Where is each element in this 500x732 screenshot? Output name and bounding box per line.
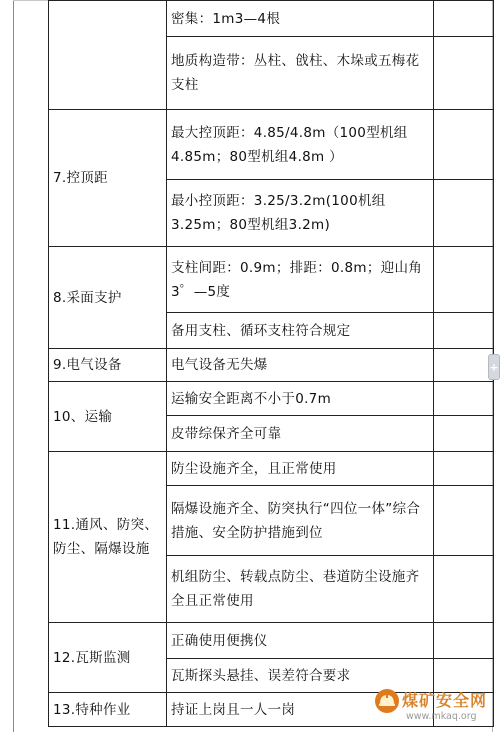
site-watermark	[372, 686, 494, 730]
item-cell: 密集：1m3—4根	[167, 1, 434, 37]
table-row	[49, 452, 494, 486]
category-cell: 9.电气设备	[49, 349, 167, 382]
table-row	[49, 349, 494, 382]
item-cell: 正确使用便携仪	[167, 623, 434, 659]
helmet-logo-icon	[374, 688, 400, 714]
score-cell	[434, 247, 494, 313]
plus-icon: +	[489, 360, 499, 374]
score-cell	[434, 556, 494, 623]
item-cell: 运输安全距离不小于0.7m	[167, 382, 434, 416]
category-cell: 13.特种作业	[49, 693, 167, 727]
table-row	[49, 623, 494, 659]
table-row	[49, 110, 494, 180]
category-cell: 10、运输	[49, 382, 167, 452]
item-cell: 电气设备无失爆	[167, 349, 434, 382]
item-cell: 最大控顶距：4.85/4.8m（100型机组4.85m；80型机组4.8m ）	[167, 110, 434, 180]
side-expand-tab[interactable]	[488, 354, 500, 380]
score-cell	[434, 623, 494, 659]
score-cell	[434, 1, 494, 37]
table-row	[49, 1, 494, 37]
category-cell: 8.采面支护	[49, 247, 167, 349]
watermark-url: www.mkaq.org	[406, 711, 477, 722]
score-cell	[434, 110, 494, 180]
item-cell: 瓦斯探头悬挂、误差符合要求	[167, 659, 434, 693]
score-cell	[434, 180, 494, 247]
page-frame-left-border	[13, 0, 14, 732]
score-cell	[434, 486, 494, 556]
category-cell: 12.瓦斯监测	[49, 623, 167, 693]
score-cell	[434, 349, 494, 382]
score-cell	[434, 416, 494, 452]
item-cell: 地质构造带：丛柱、戗柱、木垛或五梅花支柱	[167, 37, 434, 110]
table-row	[49, 247, 494, 313]
item-cell: 持证上岗且一人一岗	[167, 693, 434, 727]
item-cell: 防尘设施齐全，且正常使用	[167, 452, 434, 486]
table-row	[49, 382, 494, 416]
score-cell	[434, 37, 494, 110]
category-cell	[49, 1, 167, 110]
item-cell: 皮带综保齐全可靠	[167, 416, 434, 452]
watermark-title: 煤矿安全网	[402, 691, 488, 710]
score-cell	[434, 382, 494, 416]
category-cell: 7.控顶距	[49, 110, 167, 247]
item-cell: 隔爆设施齐全、防突执行“四位一体”综合措施、安全防护措施到位	[167, 486, 434, 556]
score-cell	[434, 452, 494, 486]
item-cell: 支柱间距：0.9m；排距：0.8m；迎山角3゜—5度	[167, 247, 434, 313]
item-cell: 机组防尘、转载点防尘、巷道防尘设施齐全且正常使用	[167, 556, 434, 623]
item-cell: 备用支柱、循环支柱符合规定	[167, 313, 434, 349]
score-cell	[434, 313, 494, 349]
category-cell: 11.通风、防突、防尘、隔爆设施	[49, 452, 167, 623]
item-cell: 最小控顶距：3.25/3.2m(100机组3.25m；80型机组3.2m)	[167, 180, 434, 247]
inspection-table	[48, 0, 494, 727]
